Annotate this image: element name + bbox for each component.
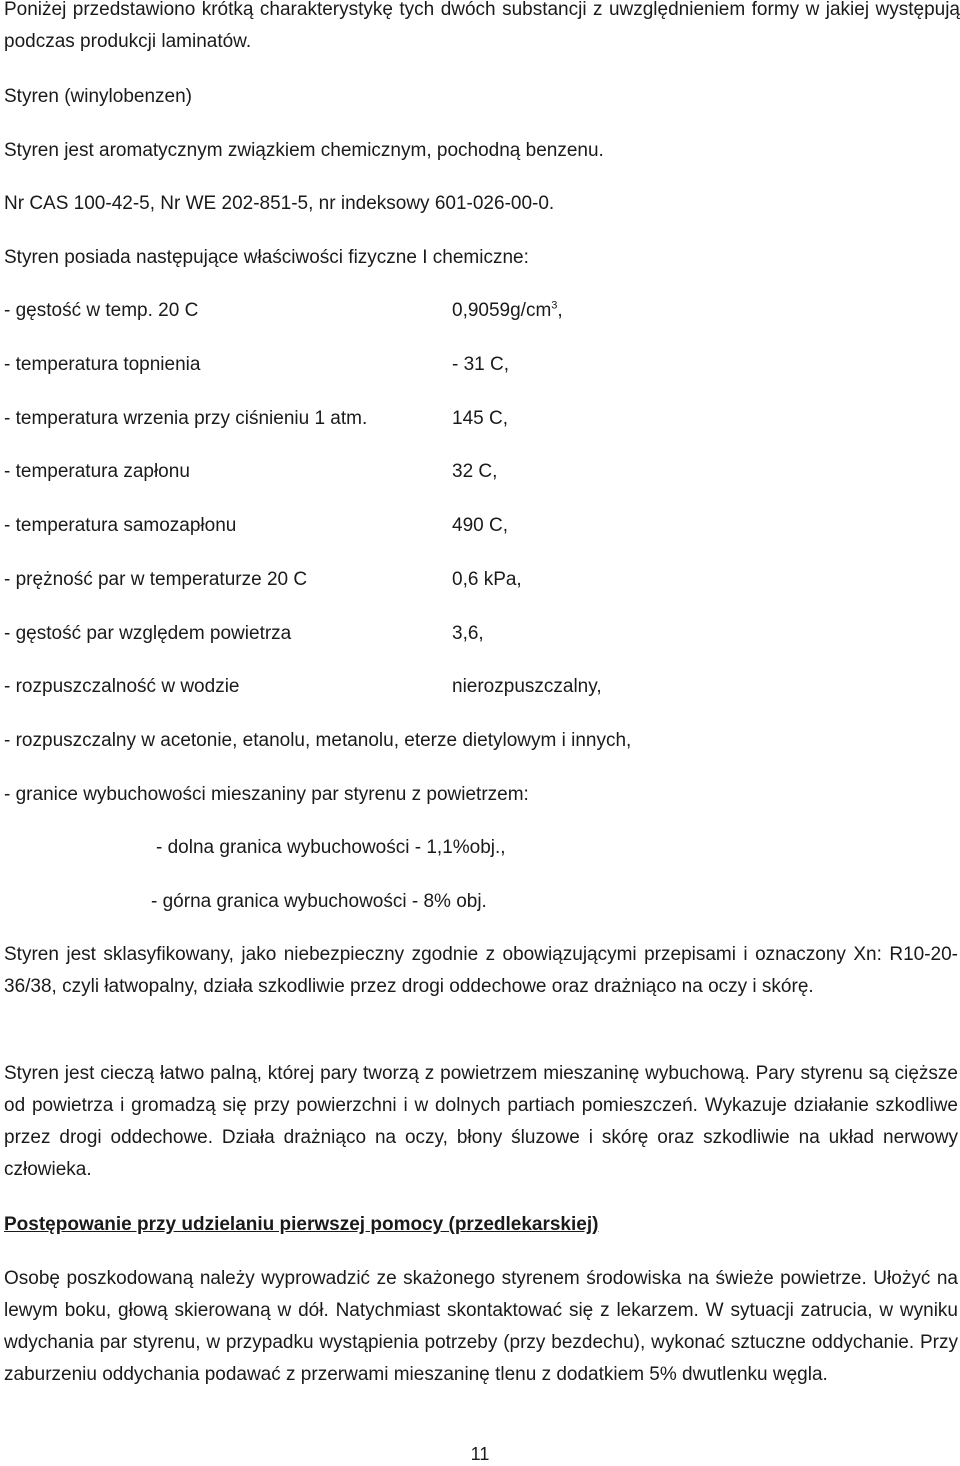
first-aid-paragraph: Osobę poszkodowaną należy wyprowadzić ze skażonego styrenem środowiska na świeże powietrze. Ułożyć na lewym boku, głową skierowaną w dół. Natychmiast skontaktować się z lekarzem. W sytuacji zatrucia, w wyniku wdychania par styrenu, w przypadku wystąpienia potrzeby (przy bezdechu), wykonać sztuczne oddychanie. Przy zaburzeniu oddychania podawać z przerwami mieszaninę tlenu z dodatkiem 5% dwutlenku węgla.: [4, 1268, 958, 1385]
superscript: 3: [551, 299, 558, 312]
lower-explosive-limit: - dolna granica wybuchowości - 1,1%obj.,: [156, 837, 506, 858]
page-number: 11: [470, 1444, 490, 1464]
property-label: - rozpuszczalność w wodzie: [4, 676, 240, 697]
hazards-paragraph: Styren jest cieczą łatwo palną, której pary tworzą z powietrzem mieszaninę wybuchową. Pary styrenu są cięższe od powietrza i gromadzą się przy powierzchni i w dolnych partiach pomieszczeń. Wykazuje działanie szkodliwe przez drogi oddechowe. Działa drażniąco na oczy, błony śluzowe i skórę oraz szkodliwie na układ nerwowy człowieka.: [4, 1063, 958, 1180]
properties-intro: Styren posiada następujące właściwości fizyczne I chemiczne:: [4, 247, 529, 268]
property-label: - prężność par w temperaturze 20 C: [4, 569, 308, 590]
substance-identifiers: Nr CAS 100-42-5, Nr WE 202-851-5, nr indeksowy 601-026-00-0.: [4, 193, 555, 214]
classification-paragraph: Styren jest sklasyfikowany, jako niebezpieczny zgodnie z obowiązującymi przepisami i oznaczony Xn: R10-20-36/38, czyli łatwopalny, działa szkodliwie przez drogi oddechowe oraz drażniąco na oczy i skórę.: [4, 944, 958, 997]
property-value: 0,6 kPa,: [452, 569, 522, 590]
property-row: [4, 298, 924, 324]
property-value: 145 C,: [452, 408, 508, 429]
upper-explosive-limit: - górna granica wybuchowości - 8% obj.: [151, 891, 487, 912]
property-value: 3,6,: [452, 623, 484, 644]
solubility-line: - rozpuszczalny w acetonie, etanolu, metanolu, eterze dietylowym i innych,: [4, 730, 632, 751]
property-value: $0,9059g/cm^3$,: [452, 299, 563, 321]
property-row: [4, 621, 924, 647]
property-row: [4, 513, 924, 539]
property-row: [4, 567, 924, 593]
property-value: - 31 C,: [452, 354, 510, 375]
property-row: [4, 352, 924, 378]
property-row: [4, 674, 924, 700]
property-row: [4, 459, 924, 485]
substance-title: Styren (winylobenzen): [4, 86, 192, 107]
property-value: nierozpuszczalny,: [452, 676, 602, 697]
substance-description: Styren jest aromatycznym związkiem chemicznym, pochodną benzenu.: [4, 140, 604, 161]
property-value: 32 C,: [452, 461, 498, 482]
property-label: - gęstość w temp. 20 C: [4, 300, 199, 321]
property-label: - temperatura samozapłonu: [4, 515, 237, 536]
property-label: - gęstość par względem powietrza: [4, 623, 292, 644]
property-row: [4, 406, 924, 432]
property-label: - temperatura zapłonu: [4, 461, 190, 482]
property-label: - temperatura topnienia: [4, 354, 201, 375]
explosive-limits-intro: - granice wybuchowości mieszaniny par styrenu z powietrzem:: [4, 784, 529, 805]
property-label: - temperatura wrzenia przy ciśnieniu 1 atm.: [4, 408, 368, 429]
first-aid-heading: Postępowanie przy udzielaniu pierwszej pomocy (przedlekarskiej): [4, 1214, 599, 1235]
property-value: 490 C,: [452, 515, 508, 536]
intro-paragraph: Poniżej przedstawiono krótką charakterystykę tych dwóch substancji z uwzględnieniem formy w jakiej występują podczas produkcji laminatów.: [4, 0, 960, 52]
